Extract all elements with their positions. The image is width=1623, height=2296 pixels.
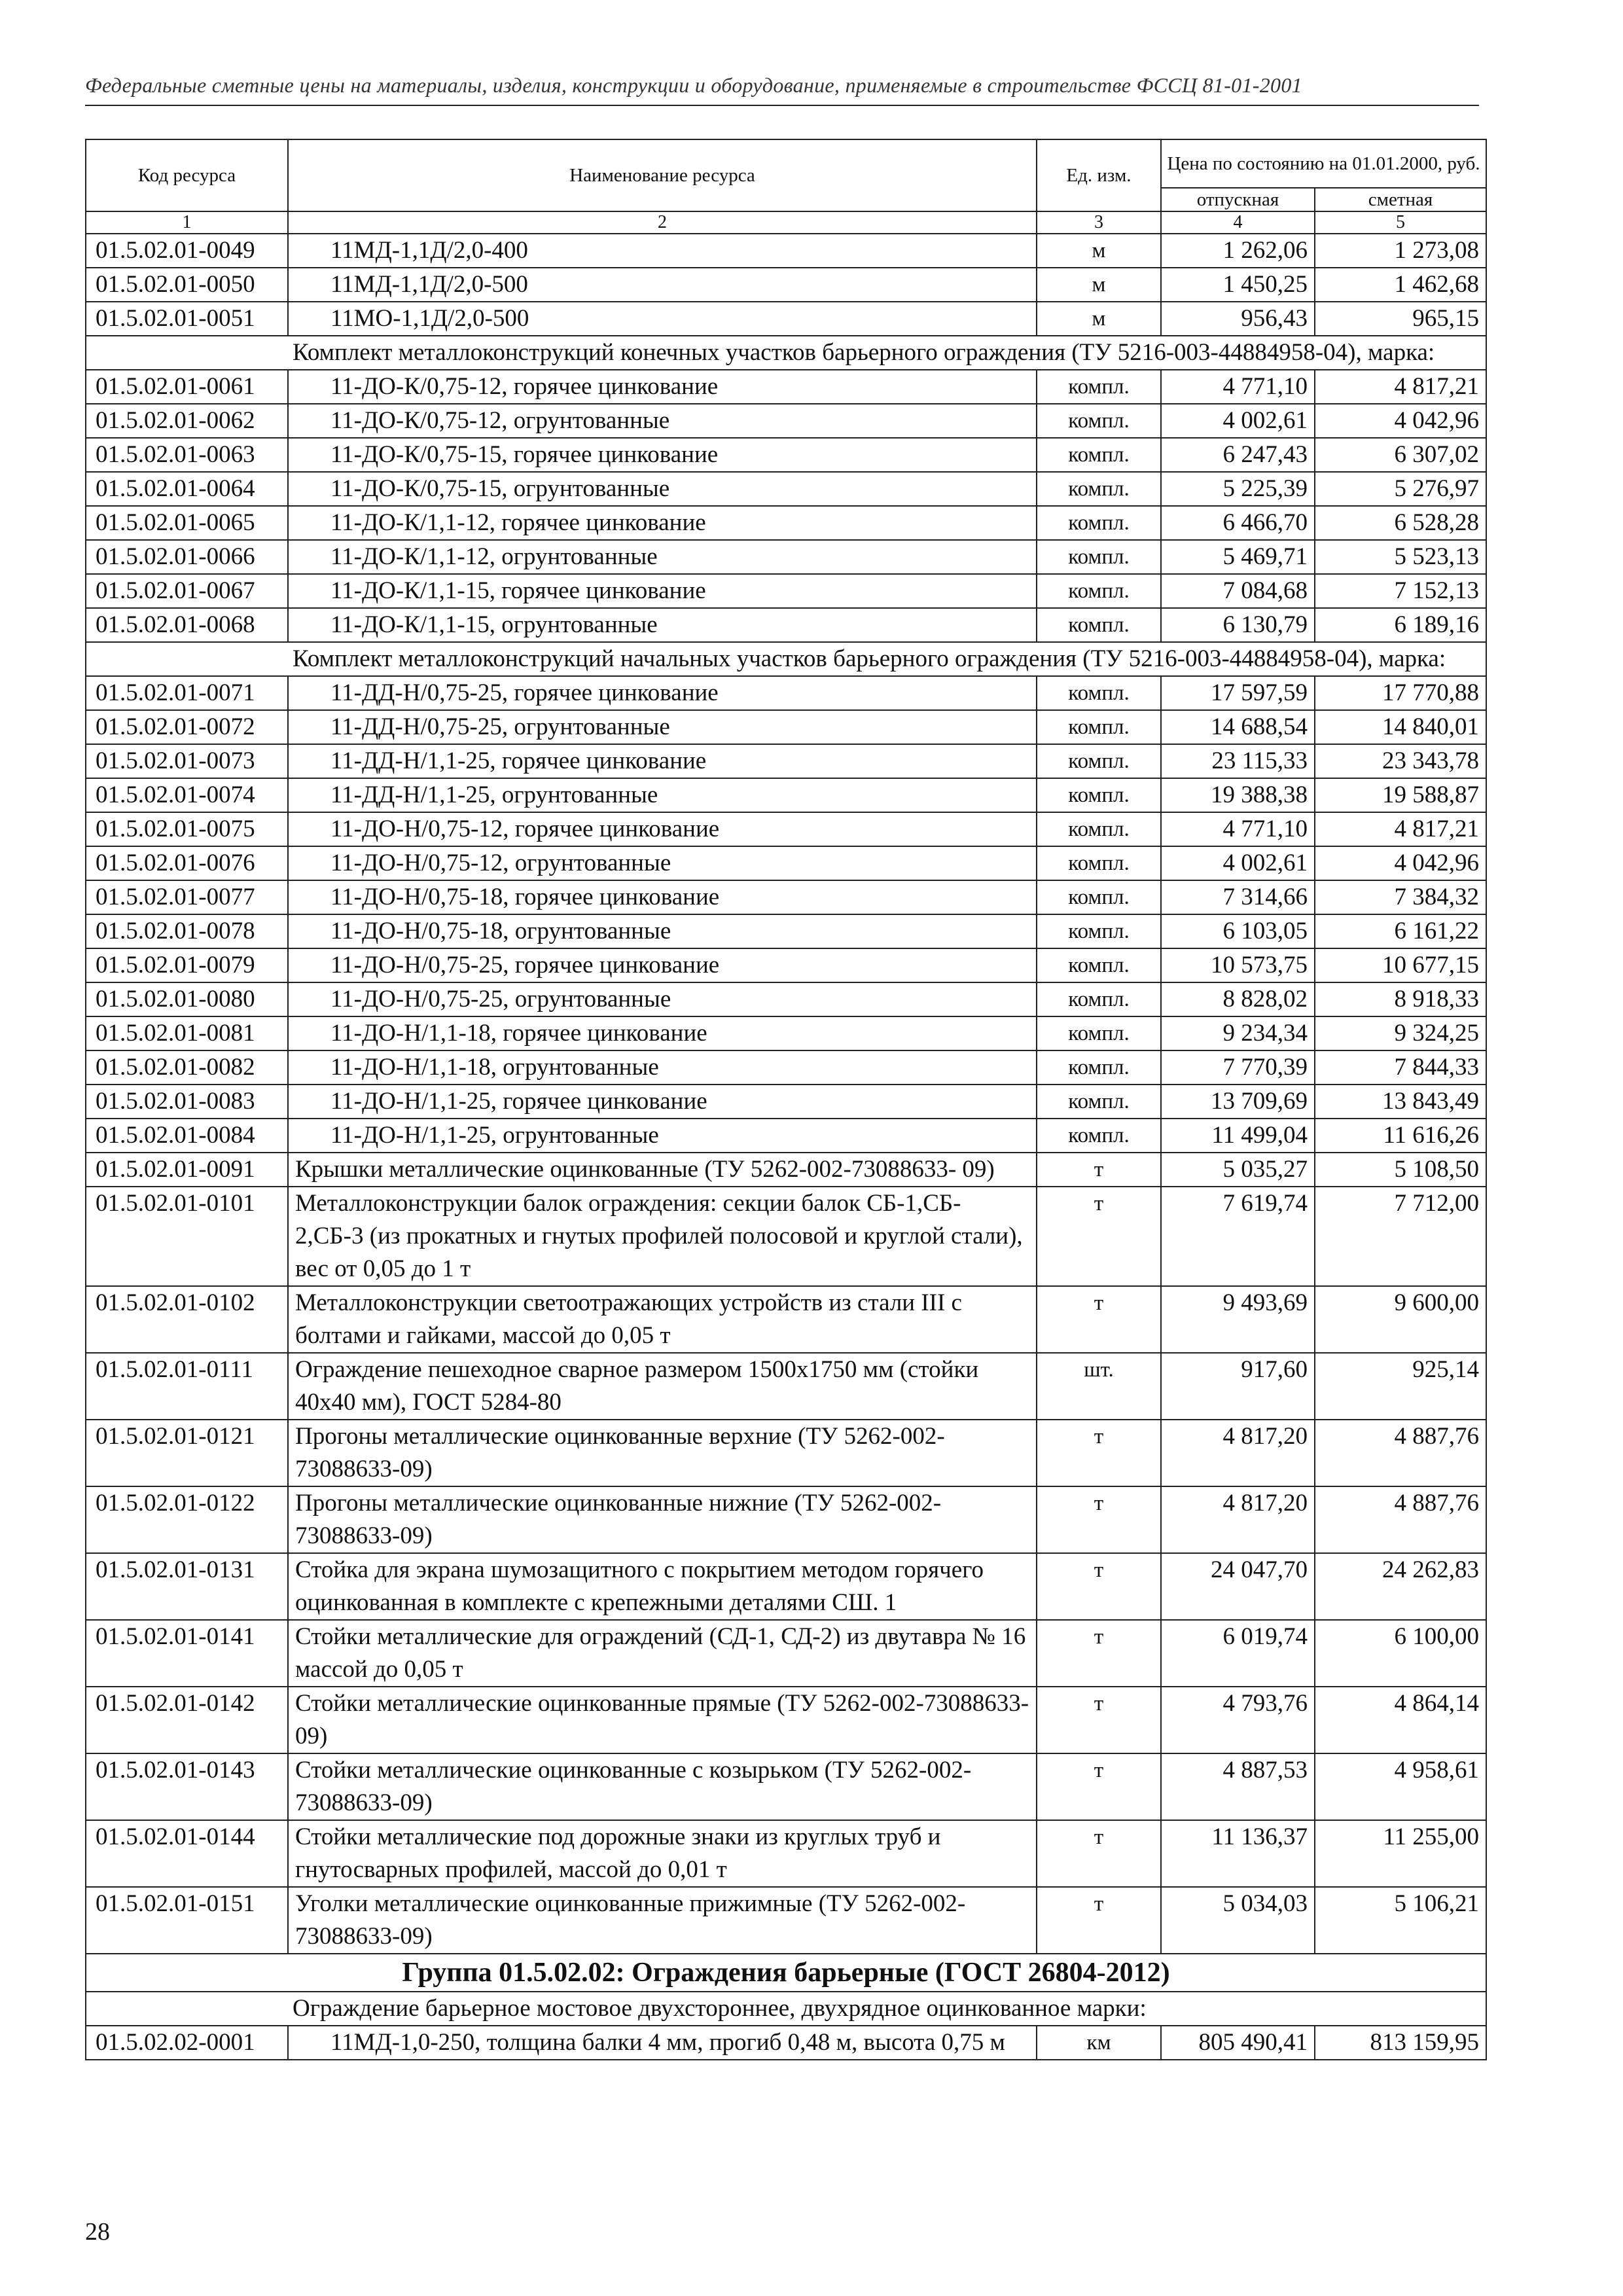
resource-code: 01.5.02.01-0111 <box>86 1353 288 1420</box>
price-estimate: 4 042,96 <box>1315 404 1486 438</box>
resource-name: Ограждение пешеходное сварное размером 1500х1750 мм (стойки 40х40 мм), ГОСТ 5284-80 <box>288 1353 1037 1420</box>
resource-unit: т <box>1037 1753 1161 1820</box>
price-estimate: 23 343,78 <box>1315 744 1486 778</box>
table-row <box>86 574 1486 608</box>
resource-code: 01.5.02.01-0081 <box>86 1016 288 1050</box>
table-row <box>86 1050 1486 1085</box>
resource-name: 11-ДО-Н/0,75-12, горячее цинкование <box>288 812 1037 846</box>
resource-unit: т <box>1037 1153 1161 1187</box>
resource-unit: компл. <box>1037 948 1161 982</box>
resource-name: Стойки металлические оцинкованные с козырьком (ТУ 5262-002- 73088633-09) <box>288 1753 1037 1820</box>
resource-name: 11МД-1,1Д/2,0-400 <box>288 234 1037 268</box>
resource-name: 11МД-1,0-250, толщина балки 4 мм, прогиб 0,48 м, высота 0,75 м <box>288 2026 1037 2060</box>
price-release: 24 047,70 <box>1161 1553 1315 1620</box>
resource-code: 01.5.02.01-0101 <box>86 1187 288 1286</box>
price-release: 4 793,76 <box>1161 1687 1315 1753</box>
price-release: 4 002,61 <box>1161 846 1315 880</box>
price-release: 7 314,66 <box>1161 880 1315 914</box>
table-row <box>86 540 1486 574</box>
price-release: 17 597,59 <box>1161 676 1315 710</box>
section-row <box>86 336 1486 370</box>
header-unit: Ед. изм. <box>1037 139 1161 211</box>
table-row <box>86 948 1486 982</box>
resource-name: Прогоны металлические оцинкованные нижние (ТУ 5262-002-73088633-09) <box>288 1486 1037 1553</box>
table-row <box>86 506 1486 540</box>
table-row <box>86 744 1486 778</box>
table-row <box>86 438 1486 472</box>
resource-name: 11-ДО-Н/1,1-25, огрунтованные <box>288 1119 1037 1153</box>
resource-unit: компл. <box>1037 914 1161 948</box>
price-release: 7 619,74 <box>1161 1187 1315 1286</box>
price-release: 6 103,05 <box>1161 914 1315 948</box>
section-row <box>86 1992 1486 2026</box>
resource-name: 11-ДО-К/1,1-15, огрунтованные <box>288 608 1037 642</box>
price-estimate: 24 262,83 <box>1315 1553 1486 1620</box>
price-estimate: 9 324,25 <box>1315 1016 1486 1050</box>
table-row <box>86 1753 1486 1820</box>
resource-unit: компл. <box>1037 676 1161 710</box>
column-number-row <box>86 211 1486 234</box>
section-row <box>86 642 1486 676</box>
resource-name: 11-ДО-К/1,1-12, горячее цинкование <box>288 506 1037 540</box>
price-release: 1 450,25 <box>1161 268 1315 302</box>
resource-name: 11-ДО-Н/1,1-25, горячее цинкование <box>288 1085 1037 1119</box>
price-estimate: 925,14 <box>1315 1353 1486 1420</box>
price-release: 6 247,43 <box>1161 438 1315 472</box>
price-release: 5 225,39 <box>1161 472 1315 506</box>
resource-code: 01.5.02.01-0063 <box>86 438 288 472</box>
price-table <box>85 139 1487 2060</box>
table-row <box>86 608 1486 642</box>
resource-name: Стойки металлические для ограждений (СД-1, СД-2) из двутавра № 16 массой до 0,05 т <box>288 1620 1037 1687</box>
resource-code: 01.5.02.01-0142 <box>86 1687 288 1753</box>
table-body <box>86 234 1486 2060</box>
price-estimate: 7 384,32 <box>1315 880 1486 914</box>
resource-unit: м <box>1037 234 1161 268</box>
price-release: 5 035,27 <box>1161 1153 1315 1187</box>
resource-code: 01.5.02.02-0001 <box>86 2026 288 2060</box>
resource-code: 01.5.02.01-0102 <box>86 1286 288 1353</box>
table-row <box>86 1687 1486 1753</box>
resource-code: 01.5.02.01-0074 <box>86 778 288 812</box>
table-row <box>86 1119 1486 1153</box>
resource-unit: м <box>1037 302 1161 336</box>
price-estimate: 6 189,16 <box>1315 608 1486 642</box>
price-release: 805 490,41 <box>1161 2026 1315 2060</box>
resource-name: 11-ДО-Н/0,75-25, огрунтованные <box>288 982 1037 1016</box>
resource-unit: компл. <box>1037 438 1161 472</box>
header-price-estimate: сметная <box>1315 188 1486 211</box>
resource-name: 11-ДО-К/0,75-15, горячее цинкование <box>288 438 1037 472</box>
price-release: 9 493,69 <box>1161 1286 1315 1353</box>
price-release: 917,60 <box>1161 1353 1315 1420</box>
resource-name: 11МД-1,1Д/2,0-500 <box>288 268 1037 302</box>
price-estimate: 4 817,21 <box>1315 812 1486 846</box>
price-release: 10 573,75 <box>1161 948 1315 982</box>
price-estimate: 6 161,22 <box>1315 914 1486 948</box>
header-name: Наименование ресурса <box>288 139 1037 211</box>
resource-unit: т <box>1037 1820 1161 1887</box>
resource-code: 01.5.02.01-0051 <box>86 302 288 336</box>
table-row <box>86 1486 1486 1553</box>
resource-name: Прогоны металлические оцинкованные верхние (ТУ 5262-002-73088633-09) <box>288 1420 1037 1486</box>
price-estimate: 14 840,01 <box>1315 710 1486 744</box>
resource-code: 01.5.02.01-0075 <box>86 812 288 846</box>
resource-name: 11-ДО-К/0,75-15, огрунтованные <box>288 472 1037 506</box>
price-release: 1 262,06 <box>1161 234 1315 268</box>
table-row <box>86 1553 1486 1620</box>
resource-unit: компл. <box>1037 880 1161 914</box>
resource-unit: компл. <box>1037 778 1161 812</box>
resource-name: 11-ДО-Н/1,1-18, горячее цинкование <box>288 1016 1037 1050</box>
table-row <box>86 846 1486 880</box>
resource-code: 01.5.02.01-0061 <box>86 370 288 404</box>
table-row <box>86 2026 1486 2060</box>
section-heading: Ограждение барьерное мостовое двухстороннее, двухрядное оцинкованное марки: <box>86 1992 1486 2026</box>
price-release: 7 770,39 <box>1161 1050 1315 1085</box>
price-release: 7 084,68 <box>1161 574 1315 608</box>
table-row <box>86 1153 1486 1187</box>
header-code: Код ресурса <box>86 139 288 211</box>
table-header <box>86 139 1486 234</box>
resource-code: 01.5.02.01-0050 <box>86 268 288 302</box>
price-release: 4 002,61 <box>1161 404 1315 438</box>
resource-name: 11-ДД-Н/1,1-25, огрунтованные <box>288 778 1037 812</box>
resource-name: 11-ДД-Н/1,1-25, горячее цинкование <box>288 744 1037 778</box>
resource-unit: компл. <box>1037 710 1161 744</box>
resource-name: Крышки металлические оцинкованные (ТУ 5262-002-73088633- 09) <box>288 1153 1037 1187</box>
resource-unit: компл. <box>1037 1119 1161 1153</box>
resource-unit: компл. <box>1037 608 1161 642</box>
price-estimate: 10 677,15 <box>1315 948 1486 982</box>
resource-code: 01.5.02.01-0078 <box>86 914 288 948</box>
resource-name: 11-ДО-Н/0,75-25, горячее цинкование <box>288 948 1037 982</box>
price-estimate: 1 273,08 <box>1315 234 1486 268</box>
price-estimate: 5 276,97 <box>1315 472 1486 506</box>
price-release: 19 388,38 <box>1161 778 1315 812</box>
resource-name: 11-ДД-Н/0,75-25, огрунтованные <box>288 710 1037 744</box>
resource-unit: компл. <box>1037 404 1161 438</box>
group-row <box>86 1954 1486 1992</box>
price-estimate: 7 844,33 <box>1315 1050 1486 1085</box>
price-estimate: 5 523,13 <box>1315 540 1486 574</box>
col-number: 1 <box>86 211 288 234</box>
col-number: 3 <box>1037 211 1161 234</box>
price-estimate: 8 918,33 <box>1315 982 1486 1016</box>
resource-unit: компл. <box>1037 370 1161 404</box>
table-row <box>86 812 1486 846</box>
resource-code: 01.5.02.01-0073 <box>86 744 288 778</box>
resource-name: 11-ДО-К/1,1-12, огрунтованные <box>288 540 1037 574</box>
resource-name: 11-ДД-Н/0,75-25, горячее цинкование <box>288 676 1037 710</box>
resource-name: 11МО-1,1Д/2,0-500 <box>288 302 1037 336</box>
price-estimate: 5 106,21 <box>1315 1887 1486 1954</box>
table-row <box>86 1286 1486 1353</box>
resource-code: 01.5.02.01-0144 <box>86 1820 288 1887</box>
resource-name: Металлоконструкции светоотражающих устройств из стали III с болтами и гайками, массой до 0,05 т <box>288 1286 1037 1353</box>
resource-code: 01.5.02.01-0143 <box>86 1753 288 1820</box>
resource-code: 01.5.02.01-0121 <box>86 1420 288 1486</box>
price-release: 4 817,20 <box>1161 1486 1315 1553</box>
table-row <box>86 710 1486 744</box>
resource-name: Уголки металлические оцинкованные прижимные (ТУ 5262-002- 73088633-09) <box>288 1887 1037 1954</box>
page-number: 28 <box>85 2218 110 2246</box>
price-estimate: 4 817,21 <box>1315 370 1486 404</box>
resource-unit: т <box>1037 1286 1161 1353</box>
resource-name: 11-ДО-Н/0,75-18, огрунтованные <box>288 914 1037 948</box>
price-estimate: 7 152,13 <box>1315 574 1486 608</box>
resource-name: 11-ДО-Н/0,75-12, огрунтованные <box>288 846 1037 880</box>
price-release: 11 136,37 <box>1161 1820 1315 1887</box>
resource-unit: компл. <box>1037 540 1161 574</box>
resource-code: 01.5.02.01-0122 <box>86 1486 288 1553</box>
price-estimate: 4 887,76 <box>1315 1486 1486 1553</box>
resource-code: 01.5.02.01-0077 <box>86 880 288 914</box>
table-row <box>86 302 1486 336</box>
resource-code: 01.5.02.01-0049 <box>86 234 288 268</box>
price-release: 5 034,03 <box>1161 1887 1315 1954</box>
resource-code: 01.5.02.01-0084 <box>86 1119 288 1153</box>
resource-name: Стойки металлические оцинкованные прямые (ТУ 5262-002-73088633-09) <box>288 1687 1037 1753</box>
price-estimate: 7 712,00 <box>1315 1187 1486 1286</box>
col-number: 2 <box>288 211 1037 234</box>
price-release: 13 709,69 <box>1161 1085 1315 1119</box>
resource-name: 11-ДО-К/0,75-12, огрунтованные <box>288 404 1037 438</box>
table-row <box>86 1085 1486 1119</box>
resource-unit: компл. <box>1037 472 1161 506</box>
resource-code: 01.5.02.01-0076 <box>86 846 288 880</box>
resource-unit: компл. <box>1037 846 1161 880</box>
resource-name: 11-ДО-Н/1,1-18, огрунтованные <box>288 1050 1037 1085</box>
resource-unit: м <box>1037 268 1161 302</box>
header-price-release: отпускная <box>1161 188 1315 211</box>
price-release: 956,43 <box>1161 302 1315 336</box>
price-estimate: 5 108,50 <box>1315 1153 1486 1187</box>
resource-unit: т <box>1037 1187 1161 1286</box>
resource-code: 01.5.02.01-0064 <box>86 472 288 506</box>
resource-unit: компл. <box>1037 1050 1161 1085</box>
table-row <box>86 778 1486 812</box>
table-row <box>86 1820 1486 1887</box>
table-row <box>86 676 1486 710</box>
resource-unit: т <box>1037 1420 1161 1486</box>
price-estimate: 4 887,76 <box>1315 1420 1486 1486</box>
resource-code: 01.5.02.01-0151 <box>86 1887 288 1954</box>
resource-code: 01.5.02.01-0071 <box>86 676 288 710</box>
resource-code: 01.5.02.01-0141 <box>86 1620 288 1687</box>
price-estimate: 9 600,00 <box>1315 1286 1486 1353</box>
table-row <box>86 234 1486 268</box>
price-estimate: 4 042,96 <box>1315 846 1486 880</box>
price-release: 4 817,20 <box>1161 1420 1315 1486</box>
resource-unit: компл. <box>1037 574 1161 608</box>
resource-unit: компл. <box>1037 506 1161 540</box>
price-release: 4 771,10 <box>1161 812 1315 846</box>
running-head: Федеральные сметные цены на материалы, изделия, конструкции и оборудование, применяемые в строительстве ФССЦ 81-01-2001 <box>85 73 1302 97</box>
price-estimate: 6 307,02 <box>1315 438 1486 472</box>
price-release: 6 019,74 <box>1161 1620 1315 1687</box>
price-release: 11 499,04 <box>1161 1119 1315 1153</box>
table-row <box>86 1016 1486 1050</box>
price-estimate: 11 616,26 <box>1315 1119 1486 1153</box>
resource-name: Стойки металлические под дорожные знаки из круглых труб и гнутосварных профилей, массой до 0,01 т <box>288 1820 1037 1887</box>
price-release: 23 115,33 <box>1161 744 1315 778</box>
resource-unit: км <box>1037 2026 1161 2060</box>
table-row <box>86 880 1486 914</box>
resource-code: 01.5.02.01-0066 <box>86 540 288 574</box>
resource-unit: т <box>1037 1486 1161 1553</box>
table-row <box>86 1887 1486 1954</box>
price-estimate: 11 255,00 <box>1315 1820 1486 1887</box>
price-release: 6 130,79 <box>1161 608 1315 642</box>
price-release: 14 688,54 <box>1161 710 1315 744</box>
resource-name: 11-ДО-К/0,75-12, горячее цинкование <box>288 370 1037 404</box>
price-release: 8 828,02 <box>1161 982 1315 1016</box>
table-row <box>86 1420 1486 1486</box>
resource-code: 01.5.02.01-0080 <box>86 982 288 1016</box>
price-estimate: 17 770,88 <box>1315 676 1486 710</box>
table-row <box>86 914 1486 948</box>
resource-code: 01.5.02.01-0065 <box>86 506 288 540</box>
resource-code: 01.5.02.01-0062 <box>86 404 288 438</box>
col-number: 4 <box>1161 211 1315 234</box>
price-release: 6 466,70 <box>1161 506 1315 540</box>
resource-unit: компл. <box>1037 744 1161 778</box>
price-release: 4 771,10 <box>1161 370 1315 404</box>
resource-code: 01.5.02.01-0079 <box>86 948 288 982</box>
section-heading: Комплект металлоконструкций начальных участков барьерного ограждения (ТУ 5216-003-44884958-04), марка: <box>86 642 1486 676</box>
resource-unit: компл. <box>1037 812 1161 846</box>
price-estimate: 6 528,28 <box>1315 506 1486 540</box>
resource-unit: т <box>1037 1687 1161 1753</box>
price-estimate: 6 100,00 <box>1315 1620 1486 1687</box>
resource-code: 01.5.02.01-0131 <box>86 1553 288 1620</box>
table-row <box>86 982 1486 1016</box>
group-heading: Группа 01.5.02.02: Ограждения барьерные (ГОСТ 26804-2012) <box>86 1954 1486 1992</box>
resource-code: 01.5.02.01-0091 <box>86 1153 288 1187</box>
table-row <box>86 404 1486 438</box>
section-heading: Комплект металлоконструкций конечных участков барьерного ограждения (ТУ 5216-003-44884958-04), марка: <box>86 336 1486 370</box>
resource-name: 11-ДО-К/1,1-15, горячее цинкование <box>288 574 1037 608</box>
resource-unit: компл. <box>1037 982 1161 1016</box>
table-row <box>86 1353 1486 1420</box>
price-estimate: 1 462,68 <box>1315 268 1486 302</box>
resource-name: 11-ДО-Н/0,75-18, горячее цинкование <box>288 880 1037 914</box>
resource-unit: т <box>1037 1620 1161 1687</box>
price-release: 5 469,71 <box>1161 540 1315 574</box>
header-price-group: Цена по состоянию на 01.01.2000, руб. <box>1161 139 1486 188</box>
price-release: 4 887,53 <box>1161 1753 1315 1820</box>
resource-unit: т <box>1037 1553 1161 1620</box>
price-estimate: 965,15 <box>1315 302 1486 336</box>
table-row <box>86 370 1486 404</box>
resource-name: Металлоконструкции балок ограждения: секции балок СБ-1,СБ- 2,СБ-3 (из прокатных и гнутых профилей полосовой и круглой стали), вес от 0,05 до 1 т <box>288 1187 1037 1286</box>
resource-code: 01.5.02.01-0067 <box>86 574 288 608</box>
resource-unit: шт. <box>1037 1353 1161 1420</box>
resource-code: 01.5.02.01-0072 <box>86 710 288 744</box>
resource-code: 01.5.02.01-0082 <box>86 1050 288 1085</box>
header-rule <box>85 105 1479 106</box>
table-row <box>86 472 1486 506</box>
resource-code: 01.5.02.01-0083 <box>86 1085 288 1119</box>
price-estimate: 19 588,87 <box>1315 778 1486 812</box>
resource-code: 01.5.02.01-0068 <box>86 608 288 642</box>
table-row <box>86 1187 1486 1286</box>
price-release: 9 234,34 <box>1161 1016 1315 1050</box>
resource-unit: т <box>1037 1887 1161 1954</box>
price-estimate: 813 159,95 <box>1315 2026 1486 2060</box>
resource-unit: компл. <box>1037 1016 1161 1050</box>
price-estimate: 4 958,61 <box>1315 1753 1486 1820</box>
resource-unit: компл. <box>1037 1085 1161 1119</box>
col-number: 5 <box>1315 211 1486 234</box>
price-estimate: 13 843,49 <box>1315 1085 1486 1119</box>
table-row <box>86 268 1486 302</box>
price-estimate: 4 864,14 <box>1315 1687 1486 1753</box>
table-row <box>86 1620 1486 1687</box>
resource-name: Стойка для экрана шумозащитного с покрытием методом горячего оцинкованная в комплекте с крепежными деталями СШ. 1 <box>288 1553 1037 1620</box>
